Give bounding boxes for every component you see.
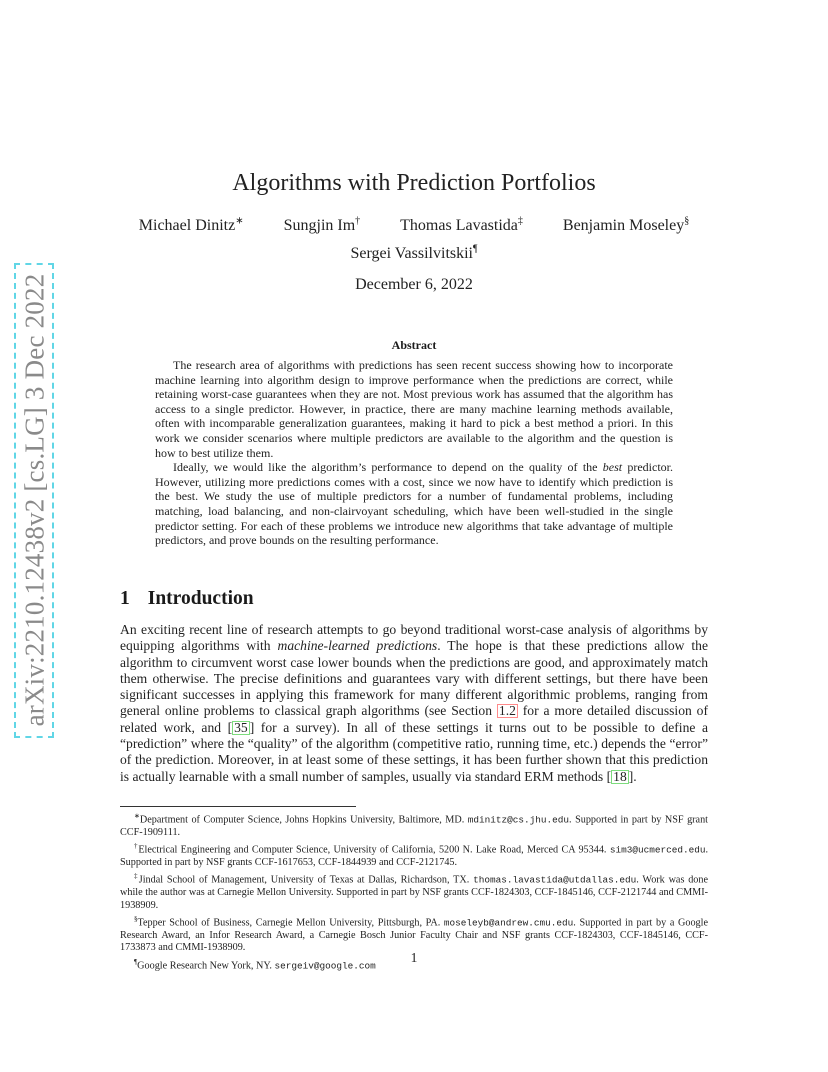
authors-row-2 <box>0 244 828 263</box>
section-link[interactable]: 1.2 <box>498 703 516 719</box>
email-link[interactable]: moseleyb@andrew.cmu.edu <box>443 917 574 929</box>
footnote-rule <box>120 806 356 807</box>
author: Thomas Lavastida‡ <box>400 216 523 235</box>
author: Benjamin Moseley§ <box>562 216 690 235</box>
abstract-body <box>155 358 673 548</box>
footnotes <box>120 810 708 973</box>
intro-paragraph: An exciting recent line of research attempts to go beyond traditional worst-case analysis of algorithms by equipping algorithms with machine-learned predictions. The hope is that these predictions allow the algorithm to circumvent worst case lower bounds when the predictions are good, and approximately match them otherwise. The precise definitions and guarantees vary with different settings, but there have been significant successes in applying this framework for many different algorithmic problems, ranging from general online problems to classical graph algorithms (see Section 1.2 for a more detailed discussion of related work, and [ 35 ] for a survey). In all of these settings it turns out to be possible to define a “prediction” where the “quality” of the algorithm (competitive ratio, running time, etc.) depends the “error” of the prediction. Moreover, in at least some of these settings, it has been further shown that this prediction is actually learnable with a small number of samples, usually via standard ERM methods [ 18 ]. <box>120 622 708 784</box>
footnote: §Tepper School of Business, Carnegie Mellon University, Pittsburgh, PA. moseleyb@andrew.cmu.edu. Supported in part by a Google Research Award, an Infor Research Award, a Carnegie Bosch Junior Faculty Chair and NSF grants CCF-1824303, CCF-1845146, CCF-1733873 and CMMI-1938909. <box>120 915 708 954</box>
section-heading <box>120 588 254 610</box>
author: Michael Dinitz∗ <box>138 216 244 235</box>
email-link[interactable]: thomas.lavastida@utdallas.edu <box>473 874 637 886</box>
email-link[interactable]: mdinitz@cs.jhu.edu <box>467 814 570 826</box>
arxiv-stamp[interactable]: arXiv:2210.12438v2 [cs.LG] 3 Dec 2022 <box>19 273 50 727</box>
footnote: †Electrical Engineering and Computer Science, University of California, 5200 N. Lake Road, Merced CA 95344. sim3@ucmerced.edu. Supported in part by NSF grants CCF-1617653, CCF-1844939 and CCF-2121745. <box>120 842 708 868</box>
footnote: ¶Google Research New York, NY. sergeiv@google.com <box>134 957 376 972</box>
author: Sergei Vassilvitskii¶ <box>350 244 478 263</box>
section-number: 1 <box>120 588 130 609</box>
author: Sungjin Im† <box>283 216 361 235</box>
section-title: Introduction <box>147 588 254 609</box>
introduction-body <box>120 622 708 785</box>
abstract-heading: Abstract <box>391 338 437 352</box>
email-link[interactable]: sim3@ucmerced.edu <box>609 844 706 856</box>
authors-row-1 <box>0 216 828 235</box>
paper-title: Algorithms with Prediction Portfolios <box>232 170 596 196</box>
abstract-paragraph: Ideally, we would like the algorithm’s performance to depend on the quality of the best predictor. However, utilizing more predictions comes with a cost, since we now have to identify which prediction is the best. We study the use of multiple predictors for a number of fundamental problems, including matching, load balancing, and non-clairvoyant scheduling, which have been well-studied in the single predictor setting. For each of these problems we introduce new algorithms that take advantage of multiple predictors, and prove bounds on the resulting performance. <box>155 460 674 548</box>
footnote: ∗Department of Computer Science, Johns Hopkins University, Baltimore, MD. mdinitz@cs.jhu.edu. Supported in part by NSF grant CCF-1909111. <box>120 812 708 838</box>
abstract-paragraph: The research area of algorithms with predictions has seen recent success showing how to incorporate machine learning into algorithm design to improve performance when the predictions are correct, while retaining worst-case guarantees when they are not. Most previous work has assumed that the algorithm has access to a single predictor. However, in practice, there are many machine learning methods available, often with incomparable generalization guarantees, making it hard to pick a best method a priori. In this work we consider scenarios where multiple predictors are available to the algorithm and the question is how to best utilize them. <box>155 358 673 460</box>
page-number: 1 <box>410 950 418 965</box>
citation-link[interactable]: 18 <box>613 768 627 784</box>
paper-date: December 6, 2022 <box>355 276 473 293</box>
email-link[interactable]: sergeiv@google.com <box>274 960 376 972</box>
footnote: ‡Jindal School of Management, University of Texas at Dallas, Richardson, TX. thomas.lavastida@utdallas.edu. Work was done while the author was at Carnegie Mellon University. Supported in part by NSF grants CCF-1824303, CCF-1845146, CCF-2121744 and CMMI-1938909. <box>120 872 709 911</box>
citation-link[interactable]: 35 <box>234 719 248 735</box>
